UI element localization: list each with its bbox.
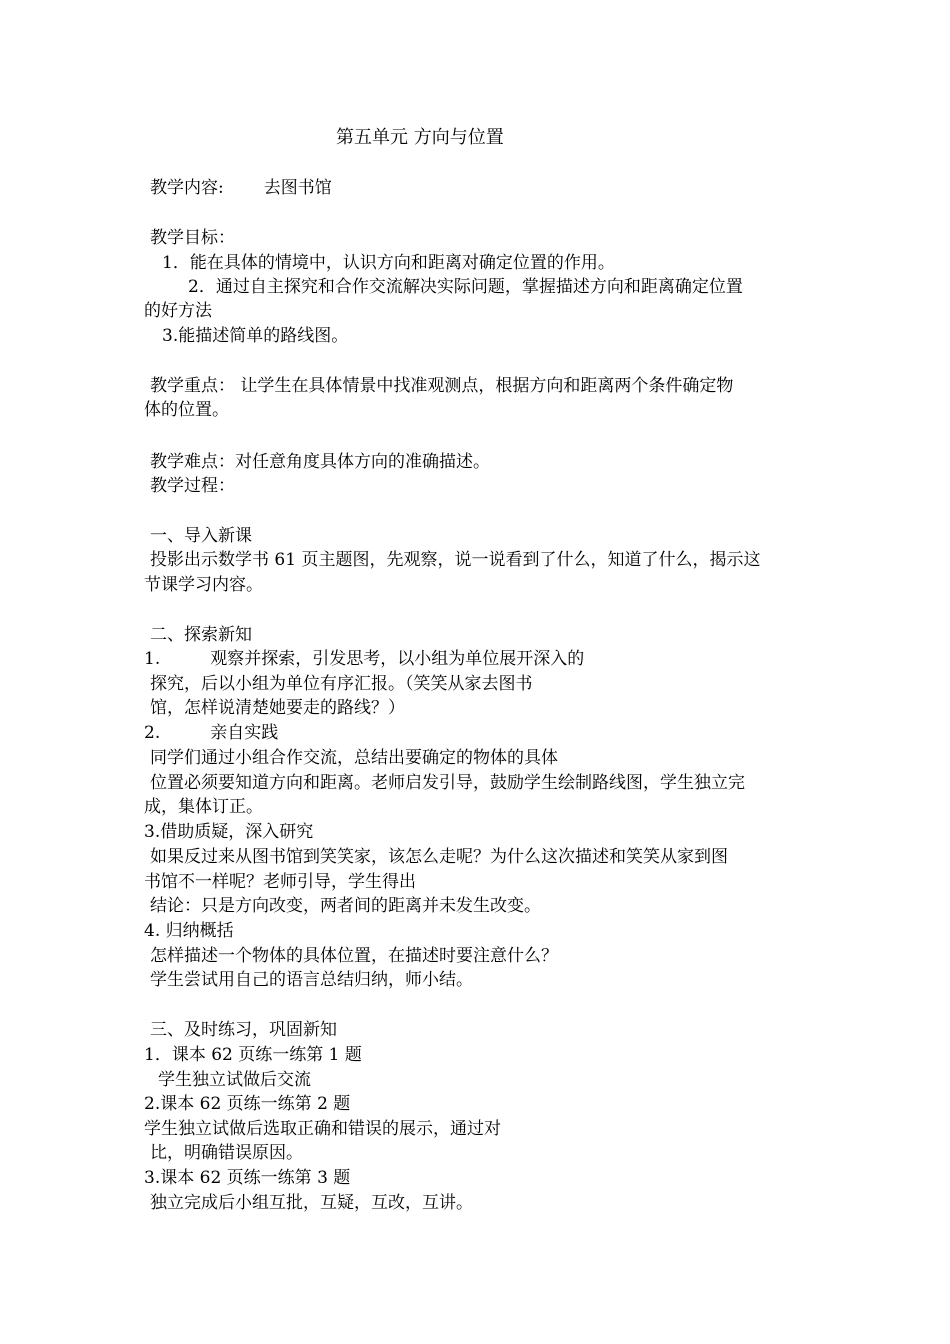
section-2-item-1-line-3: 馆，怎样说清楚她要走的路线？） — [150, 698, 405, 718]
section-2-item-2 — [144, 721, 278, 745]
section-2-item-2-line-2: 位置必须要知道方向和距离。老师启发引导，鼓励学生绘制路线图，学生独立完 — [150, 773, 745, 793]
section-2-item-4-line-2: 学生尝试用自己的语言总结归纳，师小结。 — [150, 970, 473, 990]
process-label: 教学过程： — [150, 476, 235, 496]
item-text: 观察并探索，引发思考，以小组为单位展开深入的 — [210, 649, 585, 669]
section-2-item-4-line-1: 怎样描述一个物体的具体位置，在描述时要注意什么？ — [150, 946, 558, 966]
section-2-item-3: 3.借助质疑，深入研究 — [144, 822, 314, 842]
section-3-item-2-line-1: 学生独立试做后选取正确和错误的展示，通过对 — [144, 1119, 501, 1139]
section-3-item-3-line-1: 独立完成后小组互批，互疑，互改，互讲。 — [150, 1193, 473, 1213]
section-1-heading: 一、导入新课 — [150, 526, 252, 546]
item-number: 1. — [144, 649, 161, 669]
goal-1: 1．能在具体的情境中，认识方向和距离对确定位置的作用。 — [162, 253, 615, 273]
section-3-heading: 三、及时练习，巩固新知 — [150, 1020, 337, 1040]
item-text: 亲自实践 — [210, 723, 279, 743]
item-number: 2. — [144, 723, 161, 743]
goals-label: 教学目标： — [150, 228, 235, 248]
section-2-item-1 — [144, 647, 584, 671]
section-2-item-3-line-1: 如果反过来从图书馆到笑笑家，该怎么走呢？为什么这次描述和笑笑从家到图 — [150, 847, 728, 867]
section-3-item-1: 1．课本 62 页练一练第 1 题 — [144, 1045, 362, 1065]
section-2-item-3-line-2: 书馆不一样呢？老师引导，学生得出 — [144, 872, 416, 892]
section-2-item-1-line-2: 探究，后以小组为单位有序汇报。（笑笑从家去图书 — [150, 674, 533, 694]
goal-3: 3.能描述简单的路线图。 — [162, 326, 349, 346]
section-3-item-2: 2.课本 62 页练一练第 2 题 — [144, 1094, 351, 1114]
section-2-item-2-line-3: 成，集体订正。 — [144, 797, 263, 817]
section-2-item-2-line-1: 同学们通过小组合作交流，总结出要确定的物体的具体 — [150, 748, 558, 768]
section-3-item-1-line-1: 学生独立试做后交流 — [158, 1070, 311, 1090]
goal-2-line-1: 2．通过自主探究和合作交流解决实际问题，掌握描述方向和距离确定位置 — [188, 277, 743, 297]
section-1-line-1: 投影出示数学书 61 页主题图，先观察，说一说看到了什么，知道了什么，揭示这 — [150, 550, 761, 570]
content-value: 去图书馆 — [263, 178, 332, 198]
section-1-line-2: 节课学习内容。 — [144, 575, 263, 595]
section-3-item-2-line-2: 比，明确错误原因。 — [150, 1143, 303, 1163]
key-point-line-1: 教学重点： 让学生在具体情景中找准观测点，根据方向和距离两个条件确定物 — [150, 376, 734, 396]
section-2-heading: 二、探索新知 — [150, 625, 252, 645]
section-3-item-3: 3.课本 62 页练一练第 3 题 — [144, 1168, 351, 1188]
content-label: 教学内容: — [150, 178, 224, 198]
key-point-line-2: 体的位置。 — [144, 400, 229, 420]
content-row — [150, 176, 332, 200]
goal-2-line-2: 的好方法 — [144, 301, 212, 321]
difficulty: 教学难点：对任意角度具体方向的准确描述。 — [150, 452, 490, 472]
page-title: 第五单元 方向与位置 — [336, 127, 504, 148]
section-2-item-3-line-3: 结论：只是方向改变，两者间的距离并未发生改变。 — [150, 896, 541, 916]
section-2-item-4: 4. 归纳概括 — [144, 921, 234, 941]
